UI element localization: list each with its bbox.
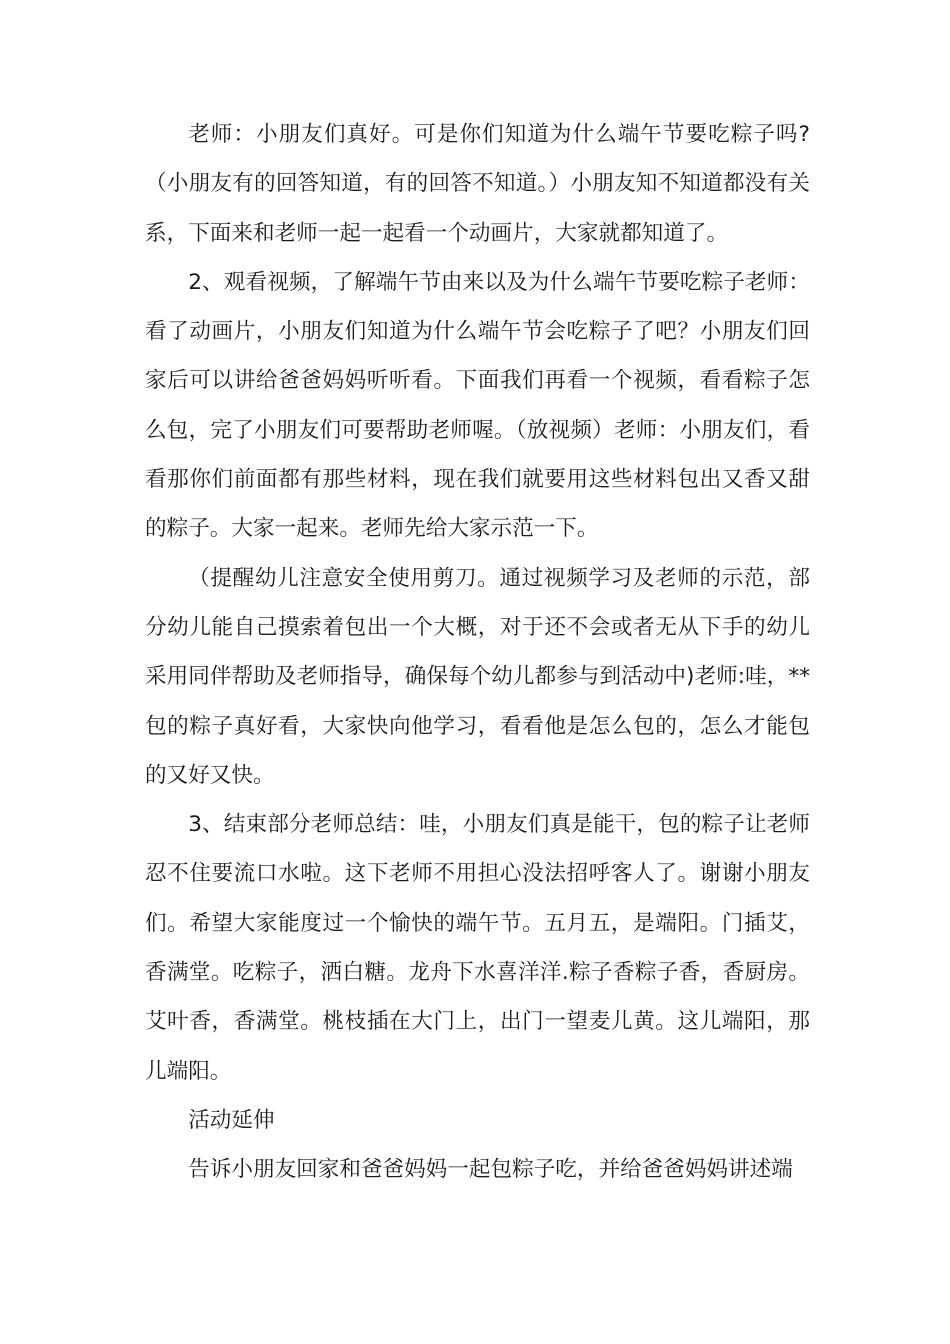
paragraph-step-3-conclusion: 3、结束部分老师总结：哇，小朋友们真是能干，包的粽子让老师忍不住要流口水啦。这下老师不用担心没法招呼客人了。谢谢小朋友们。希望大家能度过一个愉快的端午节。五月五，是端阳。门插艾，香满堂。吃粽子，洒白糖。龙舟下水喜洋洋.粽子香粽子香，香厨房。艾叶香，香满堂。桃枝插在大门上，出门一望麦儿黄。这儿端阳，那儿端阳。 <box>145 812 810 1084</box>
paragraph-activity-extension: 告诉小朋友回家和爸爸妈妈一起包粽子吃，并给爸爸妈妈讲述端 <box>188 1157 793 1183</box>
paragraph-step-2-watch-video: 2、观看视频，了解端午节由来以及为什么端午节要吃粽子老师：看了动画片，小朋友们知道为什么端午节会吃粽子了吧？小朋友们回家后可以讲给爸爸妈妈听听看。下面我们再看一个视频，看看粽子怎么包，完了小朋友们可要帮助老师喔。（放视频）老师：小朋友们，看看那你们前面都有那些材料，现在我们就要用这些材料包出又香又甜的粽子。大家一起来。老师先给大家示范一下。 <box>145 269 810 542</box>
section-heading-activity-extension: 活动延伸 <box>188 1107 275 1133</box>
paragraph-safety-note: （提醒幼儿注意安全使用剪刀。通过视频学习及老师的示范，部分幼儿能自己摸索着包出一个大概，对于还不会或者无从下手的幼儿采用同伴帮助及老师指导，确保每个幼儿都参与到活动中)老师:哇，**包的粽子真好看，大家快向他学习，看看他是怎么包的，怎么才能包的又好又快。 <box>145 565 810 788</box>
document-body <box>145 110 810 1195</box>
paragraph-intro-dialogue: 老师：小朋友们真好。可是你们知道为什么端午节要吃粽子吗?（小朋友有的回答知道，有的回答不知道。）小朋友知不知道都没有关系，下面来和老师一起一起看一个动画片，大家就都知道了。 <box>145 122 810 246</box>
